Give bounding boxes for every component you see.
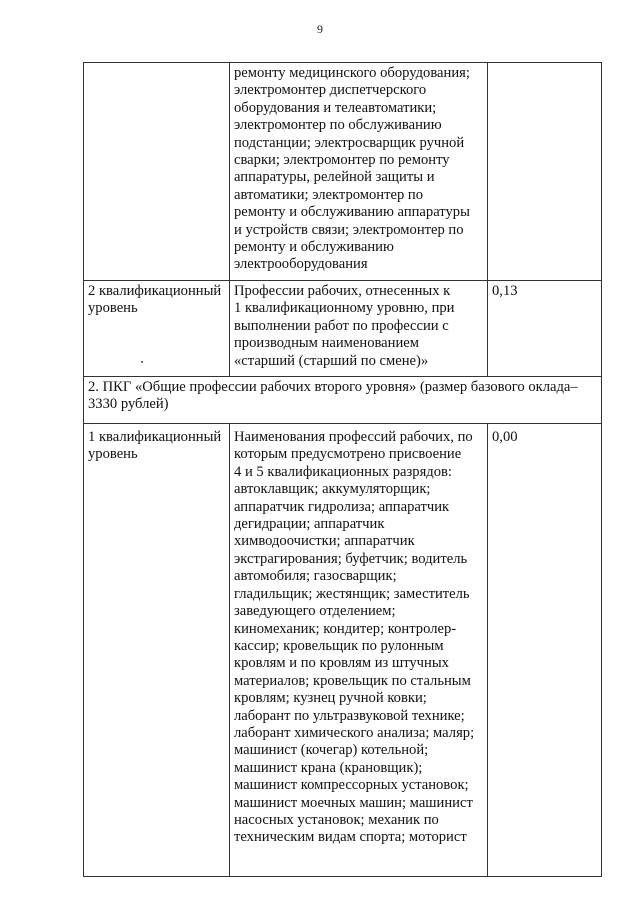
text-line: 2. ПКГ «Общие профессии рабочих второго уровня» (размер базового оклада– bbox=[88, 379, 578, 396]
text-line: сварки; электромонтер по ремонту bbox=[234, 152, 450, 169]
text-line: лаборант по ультразвуковой технике; bbox=[234, 707, 465, 724]
level-cell bbox=[84, 424, 230, 877]
text-line: «старший (старший по смене)» bbox=[234, 352, 429, 369]
text-line: 3330 рублей) bbox=[88, 396, 169, 413]
professions-cell bbox=[230, 63, 488, 281]
text-line: машинист моечных машин; машинист bbox=[234, 794, 473, 811]
text-line: производным наименованием bbox=[234, 335, 419, 352]
text-line: машинист компрессорных установок; bbox=[234, 777, 469, 794]
text-line: автомобиля; газосварщик; bbox=[234, 568, 397, 585]
text-line: 1 квалификационному уровню, при bbox=[234, 300, 455, 317]
text-line: дегидрации; аппаратчик bbox=[234, 516, 385, 533]
text-line: уровень bbox=[88, 446, 138, 463]
level-cell bbox=[84, 63, 230, 281]
scan-speck bbox=[141, 361, 143, 363]
text-line: кровлям и по кровлям из штучных bbox=[234, 655, 449, 672]
text-line: гладильщик; жестянщик; заместитель bbox=[234, 585, 470, 602]
table-row bbox=[84, 281, 602, 377]
section-row bbox=[84, 377, 602, 424]
coefficient-cell: 0,13 bbox=[488, 281, 602, 377]
text-line: экстрагирования; буфетчик; водитель bbox=[234, 550, 468, 567]
text-line: ремонту и обслуживанию bbox=[234, 239, 394, 256]
page-number: 9 bbox=[317, 22, 323, 36]
text-line: выполнении работ по профессии с bbox=[234, 317, 449, 334]
text-line: Профессии рабочих, отнесенных к bbox=[234, 283, 451, 299]
text-line: киномеханик; кондитер; контролер- bbox=[234, 620, 457, 637]
text-line: Наименования профессий рабочих, по bbox=[234, 429, 473, 446]
text-line: 4 и 5 квалификационных разрядов: bbox=[234, 463, 452, 480]
text-line: автоматики; электромонтер по bbox=[234, 186, 424, 203]
text-line: автоклавщик; аккумуляторщик; bbox=[234, 481, 431, 498]
text-line: ремонту и обслуживанию аппаратуры bbox=[234, 204, 470, 221]
professions-cell bbox=[230, 281, 488, 377]
text-line: кровлям; кузнец ручной ковки; bbox=[234, 690, 427, 707]
text-line: и устройств связи; электромонтер по bbox=[234, 221, 464, 238]
text-line: лаборант химического анализа; маляр; bbox=[234, 724, 475, 741]
text-line: 1 квалификационный bbox=[88, 429, 222, 446]
text-line: электромонтер по обслуживанию bbox=[234, 117, 442, 134]
text-line: кассир; кровельщик по рулонным bbox=[234, 637, 444, 654]
text-line: машинист крана (крановщик); bbox=[234, 759, 423, 776]
text-line: материалов; кровельщик по стальным bbox=[234, 672, 471, 689]
text-line: ремонту медицинского оборудования; bbox=[234, 65, 470, 81]
section-heading bbox=[84, 377, 602, 424]
text-line: аппаратуры, релейной защиты и bbox=[234, 169, 435, 186]
table-row bbox=[84, 424, 602, 877]
table-row bbox=[84, 63, 602, 281]
qualification-table bbox=[83, 62, 602, 877]
level-cell bbox=[84, 281, 230, 377]
text-line: заведующего отделением; bbox=[234, 603, 396, 620]
text-line: которым предусмотрено присвоение bbox=[234, 446, 462, 463]
text-line: подстанции; электросварщик ручной bbox=[234, 134, 465, 151]
text-line: электрооборудования bbox=[234, 256, 368, 273]
text-line: насосных установок; механик по bbox=[234, 811, 439, 828]
professions-cell bbox=[230, 424, 488, 877]
text-line: 2 квалификационный bbox=[88, 283, 222, 299]
coefficient-cell: 0,00 bbox=[488, 424, 602, 877]
text-line: оборудования и телеавтоматики; bbox=[234, 99, 437, 116]
text-line: электромонтер диспетчерского bbox=[234, 82, 427, 99]
text-line: машинист (кочегар) котельной; bbox=[234, 742, 429, 759]
coefficient-cell bbox=[488, 63, 602, 281]
text-line: аппаратчик гидролиза; аппаратчик bbox=[234, 498, 450, 515]
text-line: химводоочистки; аппаратчик bbox=[234, 533, 415, 550]
text-line: уровень bbox=[88, 300, 138, 317]
text-line: техническим видам спорта; моторист bbox=[234, 829, 467, 846]
